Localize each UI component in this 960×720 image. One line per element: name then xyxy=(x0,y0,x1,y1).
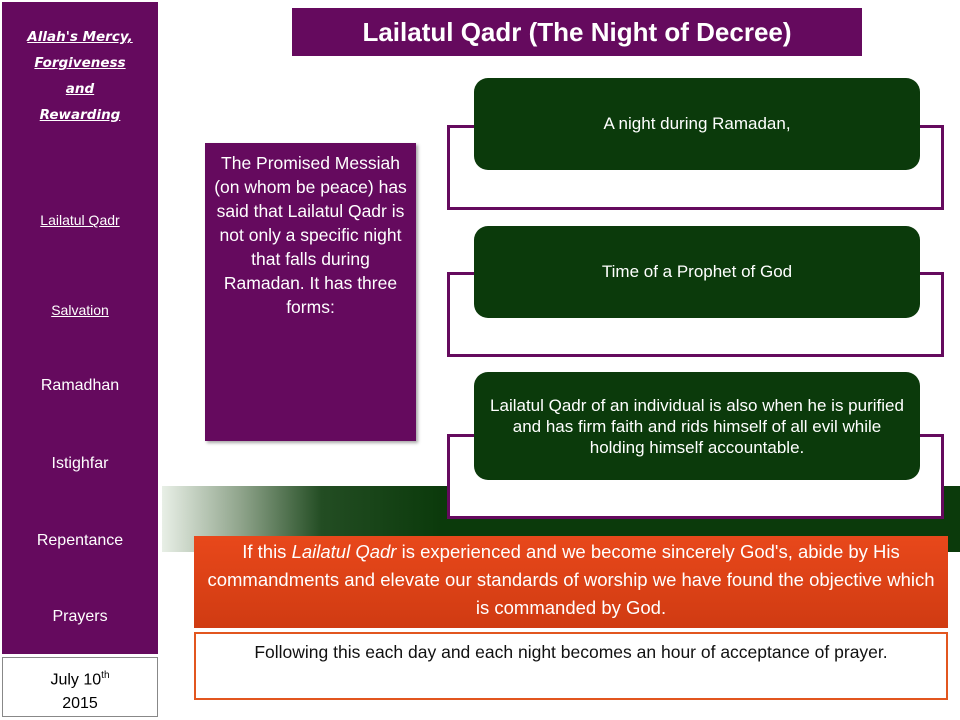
sidebar-heading-line: and xyxy=(65,81,95,97)
sidebar-item-lailatul-qadr[interactable]: Lailatul Qadr xyxy=(40,212,120,228)
form-box-1 xyxy=(474,78,920,170)
conclusion-prefix: If this xyxy=(242,541,292,562)
date-year: 2015 xyxy=(62,695,98,713)
sidebar-heading-line: Forgiveness xyxy=(34,55,126,71)
page-title: Lailatul Qadr (The Night of Decree) xyxy=(292,8,862,56)
conclusion-suffix: is experienced and we become sincerely God's, abide by His commandments and elevate our standards of worship we have found the objective which is commanded by God. xyxy=(207,541,935,618)
sidebar-item-prayers[interactable]: Prayers xyxy=(52,608,108,625)
sidebar-item-repentance[interactable]: Repentance xyxy=(36,532,124,549)
sidebar-heading[interactable] xyxy=(2,24,158,128)
sidebar-heading-line: Allah's Mercy, xyxy=(27,29,133,45)
form-box-2 xyxy=(474,226,920,318)
form-text-1: A night during Ramadan, xyxy=(603,114,791,133)
conclusion-box xyxy=(194,536,948,628)
sidebar-item-istighfar[interactable]: Istighfar xyxy=(51,455,109,472)
date-suffix: th xyxy=(101,670,110,681)
sidebar xyxy=(2,2,158,654)
date-box xyxy=(2,657,158,717)
form-text-3: Lailatul Qadr of an individual is also when he is purified and has firm faith and rids himself of all evil while holding himself accountable. xyxy=(490,395,904,457)
conclusion-emphasis: Lailatul Qadr xyxy=(291,541,397,562)
sidebar-item-ramadhan[interactable]: Ramadhan xyxy=(40,377,120,394)
form-text-2: Time of a Prophet of God xyxy=(601,262,793,281)
sidebar-item-salvation[interactable]: Salvation xyxy=(51,302,109,318)
date-month-day xyxy=(3,664,157,692)
form-box-3 xyxy=(474,372,920,480)
date-line1: July 10 xyxy=(50,671,102,689)
promise-text-box: The Promised Messiah (on whom be peace) has said that Lailatul Qadr is not only a specific night that falls during Ramadan. It has three forms: xyxy=(205,143,416,441)
follow-text-box: Following this each day and each night becomes an hour of acceptance of prayer. xyxy=(194,632,948,700)
sidebar-heading-line: Rewarding xyxy=(39,107,121,123)
